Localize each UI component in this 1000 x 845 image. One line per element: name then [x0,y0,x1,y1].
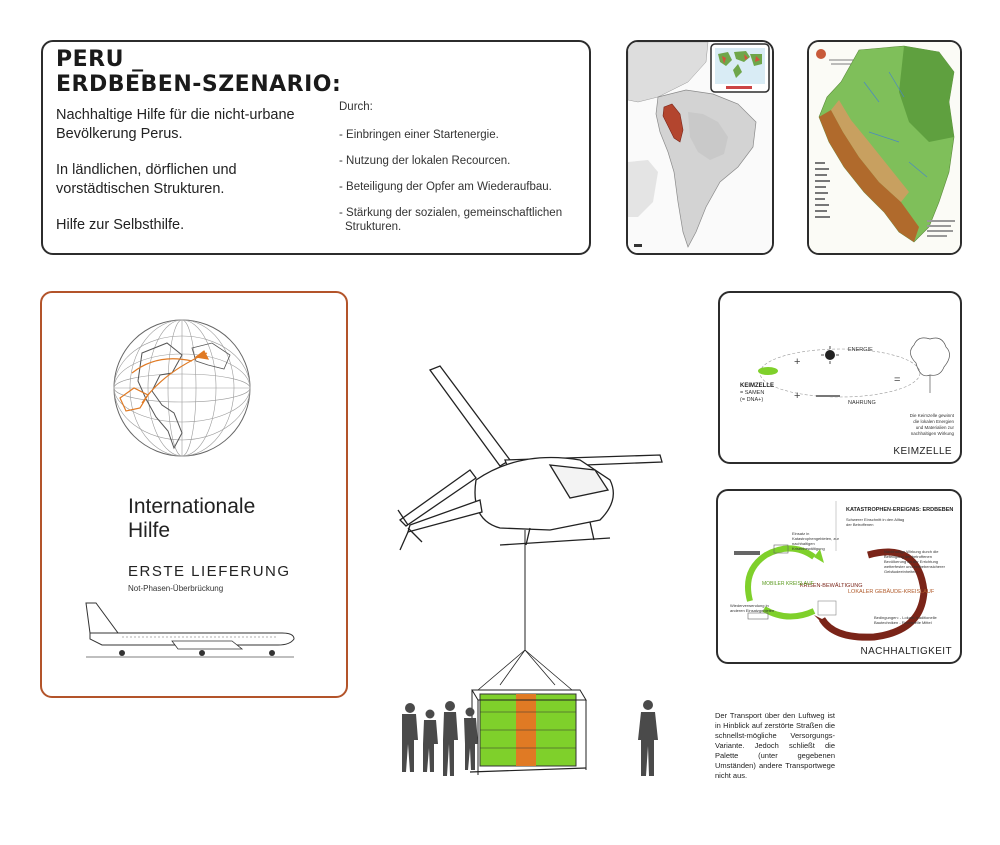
page-title [56,47,341,97]
svg-text:+: + [794,356,801,368]
krisen-label: KRISEN-BEWÄLTIGUNG [800,583,863,589]
first-delivery-label: ERSTE LIEFERUNG [128,563,291,580]
mobile-cycle-arrow [748,548,814,601]
helicopter-icon [398,366,662,550]
svg-text:=: = [894,374,901,386]
nahrung-label: NAHRUNG [848,400,876,406]
international-aid-panel [40,291,348,698]
svg-text:+: + [794,390,801,402]
south-america-map-graphic [628,42,772,253]
intl-title-line-2: Hilfe [128,519,171,542]
tree-icon [910,338,949,393]
local-cycle-label: LOKALER GEBÄUDE-KREISLAUF [848,589,935,595]
measure-item: - Stärkung der sozialen, gemeinschaftlichen Strukturen. [339,207,563,233]
intro-paragraph: Hilfe zur Selbsthilfe. [56,217,185,233]
airplane-icon [82,593,302,663]
nachhaltigkeit-panel [716,489,962,664]
peru-map [807,40,962,255]
keimzelle-panel [718,291,962,464]
event-note: Schwerer Einschnitt in den Alltag der Betroffenen [846,517,905,527]
deployment-note: Einsatz in Katastrophengebieten, zur nachhaltigen Krisenbewältigung [792,531,839,551]
measure-item: - Nutzung der lokalen Recourcen. [339,155,511,167]
cell-dna-line: (= DNA+) [740,397,764,403]
seed-icon [758,367,778,375]
peru-map-graphic [809,42,960,253]
south-america-map [626,40,774,255]
people-group-icon [398,700,488,780]
energie-label: ENERGIE [848,347,873,353]
mobile-cycle-label: MOBILER KREISLAUF [762,581,814,587]
title-line-2: ERDBEBEN-SZENARIO: [56,72,342,97]
keimzelle-caption: Die Keimzelle gewinnt die lokalen Energien und Materialien zur nachhaltigen Wirkung [909,413,954,436]
intro-paragraph: In ländlichen, dörflichen und vorstädtischen Strukturen. [56,162,237,197]
emergency-phase-note: Not-Phasen-Überbrückung [128,584,224,593]
measures-label: Durch: [339,101,373,113]
keimzelle-label: KEIMZELLE [893,446,952,457]
transport-description: Der Transport über den Luftweg ist in Hinblick auf zerstörte Straßen die schnellst-mögliche Versorgungs-Variante. Jedoch schließt die Palette (unter gegebenen Umständen) andere Transportwege nicht aus. [715,711,835,780]
cell-title: KEIMZELLE [740,383,774,389]
intl-title-line-1: Internationale [128,495,256,518]
sustainability-cycle-diagram [718,491,960,662]
building-icon [818,601,836,615]
measure-item: - Einbringen einer Startenergie. [339,129,499,141]
event-title: KATASTROPHEN-EREIGNIS: ERDBEBEN [846,507,954,513]
intro-text [56,106,311,252]
person-icon [630,698,666,778]
nachhaltigkeit-label: NACHHALTIGKEIT [860,646,952,657]
international-aid-title [128,495,255,543]
intro-paragraph: Nachhaltige Hilfe für die nicht-urbane Bevölkerung Perus. [56,107,295,142]
globe-icon [112,313,252,463]
measure-item: - Beteiligung der Opfer am Wiederaufbau. [339,181,552,193]
conditions-note: Bedingungen: - Lokale, traditionelle Bautechniken - Finanzielle Mittel [874,615,937,625]
reuse-note: Wiederverwendung in anderen Einsatzgebieten [730,603,775,613]
title-line-1: PERU _ [56,47,144,72]
sun-icon [825,350,835,360]
coat-of-arms-icon [816,49,826,59]
title-panel [41,40,591,255]
truck-icon [748,613,768,619]
sustainability-note: Nachhaltige Wirkung durch die Beteiligung der betroffenen Bevölkerung an der Errichtung wetterfester und erdbebensicherer Gebäudeeinheiten [884,549,945,574]
measures-list [339,100,584,246]
cell-seed-line: = SAMEN [740,390,765,396]
